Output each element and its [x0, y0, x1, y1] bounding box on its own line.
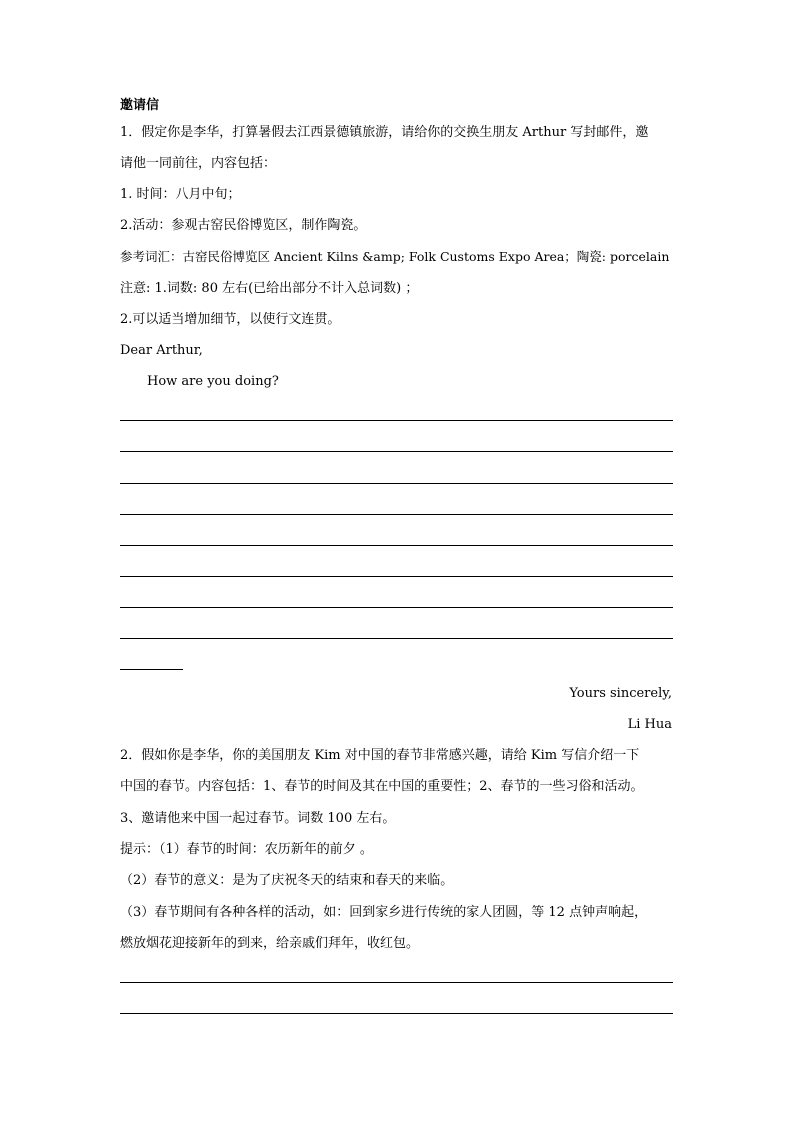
answer-line [120, 514, 673, 515]
answer-line [120, 982, 673, 983]
answer-line [120, 545, 673, 546]
answer-line [120, 420, 673, 421]
q1-item-activity: 2.活动：参观古窑民俗博览区，制作陶瓷。 [120, 218, 367, 233]
q2-hint-time: 提示：（1）春节的时间：农历新年的前夕 。 [120, 842, 373, 857]
q2-prompt-line3: 3、邀请他来中国一起过春节。词数 100 左右。 [120, 811, 396, 826]
q1-prompt-line2: 请他一同前往，内容包括： [120, 156, 277, 171]
answer-line [120, 576, 673, 577]
q1-opening: How are you doing? [147, 374, 279, 389]
answer-line [120, 607, 673, 608]
q2-prompt-line2: 中国的春节。内容包括：1、春节的时间及其在中国的重要性；2、春节的一些习俗和活动。 [120, 779, 644, 794]
q1-signature: Li Hua [627, 717, 672, 732]
q1-note-details: 2.可以适当增加细节，以使行文连贯。 [120, 312, 341, 327]
q1-salutation: Dear Arthur, [120, 343, 203, 358]
q1-closing: Yours sincerely, [569, 686, 672, 701]
q2-hint-activities-line2: 燃放烟花迎接新年的到来，给亲戚们拜年，收红包。 [120, 936, 420, 951]
q1-note-word-count: 注意: 1.词数: 80 左右(已给出部分不计入总词数) ； [120, 281, 419, 296]
answer-line [120, 638, 673, 639]
answer-line [120, 483, 673, 484]
q2-hint-activities-line1: （3）春节期间有各种各样的活动，如：回到家乡进行传统的家人团圆，等 12 点钟声响起， [120, 905, 648, 920]
heading: 邀请信 [120, 98, 160, 113]
q1-item-time: 1. 时间：八月中旬； [120, 187, 241, 202]
answer-line-short [120, 669, 183, 670]
q1-vocabulary: 参考词汇：古窑民俗博览区 Ancient Kilns &amp; Folk Customs Expo Area；陶瓷: porcelain [120, 249, 670, 264]
answer-line [120, 451, 673, 452]
q2-hint-meaning: （2）春节的意义：是为了庆祝冬天的结束和春天的来临。 [120, 873, 454, 888]
q2-prompt-line1: 2．假如你是李华，你的美国朋友 Kim 对中国的春节非常感兴趣，请给 Kim 写信介绍一下 [120, 748, 640, 763]
answer-line [120, 1013, 673, 1014]
q1-prompt-line1: 1．假定你是李华，打算暑假去江西景德镇旅游，请给你的交换生朋友 Arthur 写封邮件，邀 [120, 125, 649, 140]
